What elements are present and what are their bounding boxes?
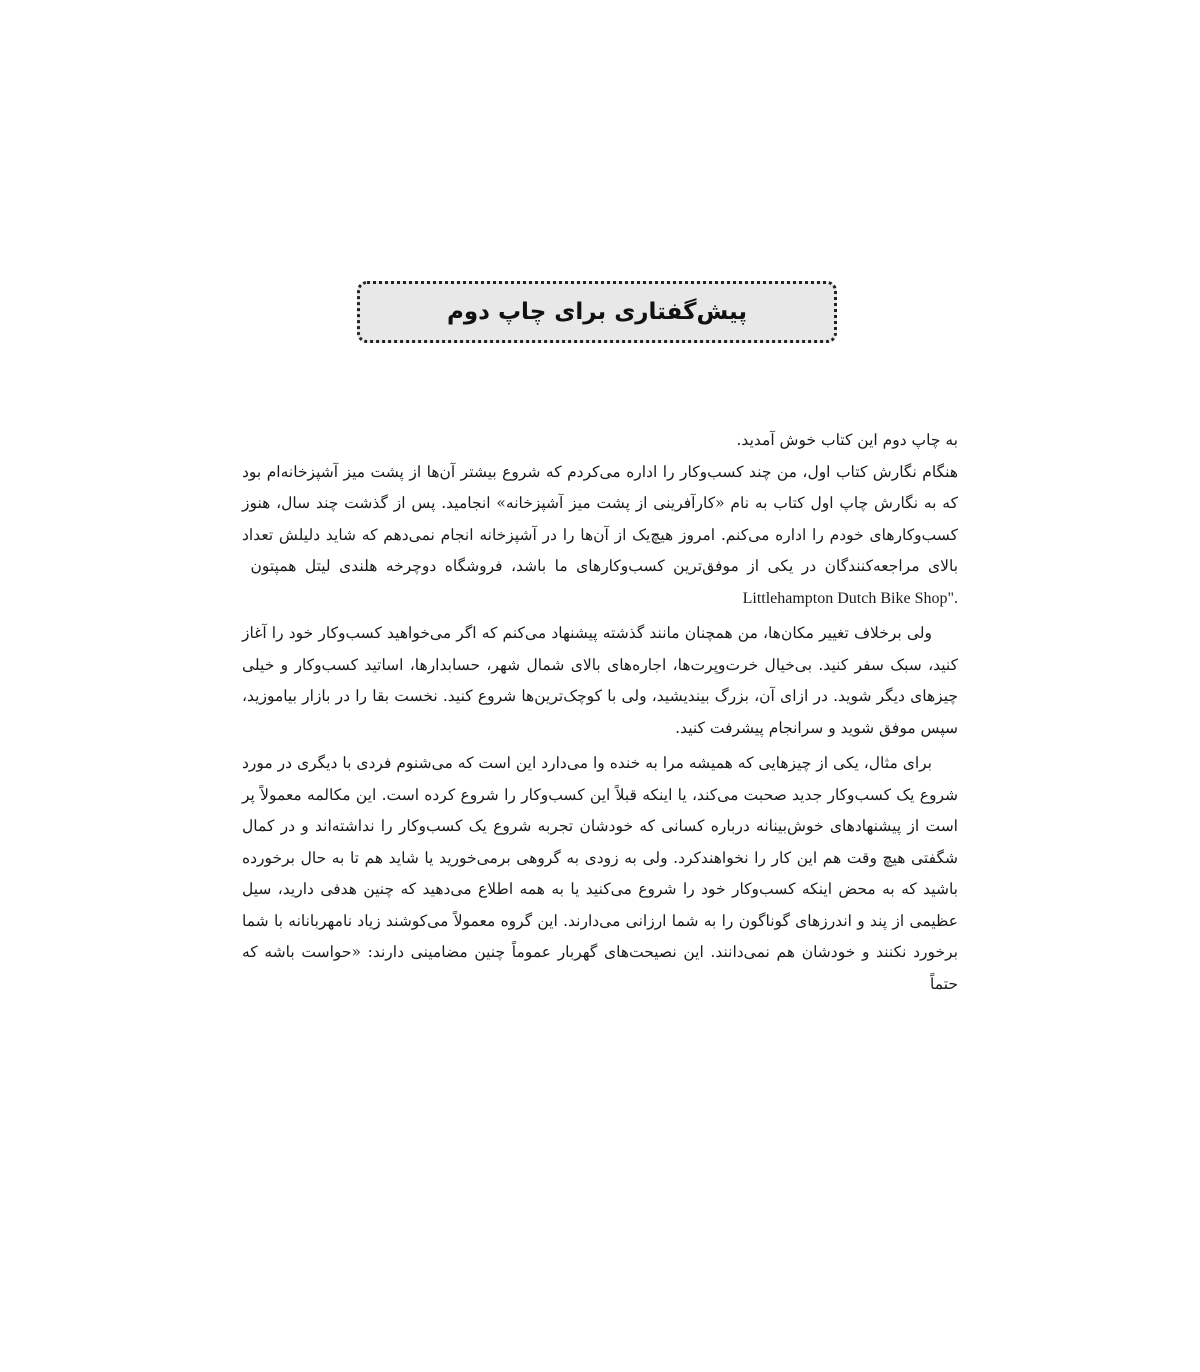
shop-name-text: Littlehampton Dutch Bike Shop [742, 589, 948, 607]
paragraph-history-text: هنگام نگارش کتاب اول، من چند کسب‌وکار را اداره می‌کردم که شروع بیشتر آن‌ها از پشت میز آشپزخانه‌ام بود که به نگارش چاپ اول کتاب به نام «کارآفرینی از پشت میز آشپزخانه» انجامید. پس از گذشت چند سال، هنوز کسب‌وکارهای خودم را اداره می‌کنم. امروز هیچ‌یک از آن‌ها را در آشپزخانه انجام نمی‌دهم که شاید دلیلش تعداد بالای مراجعه‌کنندگان در یکی از موفق‌ترین کسب‌وکارهای ما باشد، فروشگاه دوچرخه هلندی لیتل همپتون [242, 462, 959, 575]
paragraph-advice: ولی برخلاف تغییر مکان‌ها، من همچنان مانند گذشته پیشنهاد می‌کنم که اگر می‌خواهید کسب‌وکار خود را آغاز کنید، سبک سفر کنید. بی‌خیال خرت‌وپرت‌ها، اجاره‌های بالای شمال شهر، حسابدارها، اساتید کسب‌وکار و خیلی چیزهای دیگر شوید. در ازای آن، بزرگ بیندیشید، ولی با کوچک‌ترین‌ها شروع کنید. نخست بقا را در بازار بیاموزید، سپس موفق شوید و سرانجام پیشرفت کنید. [242, 624, 958, 737]
paragraph-history [242, 457, 958, 615]
body-text [242, 425, 958, 1000]
paragraph-welcome: به چاپ دوم این کتاب خوش آمدید. [736, 431, 958, 449]
chapter-title: پیش‌گفتاری برای چاپ دوم [446, 299, 748, 325]
chapter-title-box [357, 281, 837, 343]
shop-name-suffix: ". [947, 589, 958, 607]
shop-name [743, 590, 958, 607]
paragraph-example: برای مثال، یکی از چیزهایی که همیشه مرا به خنده وا می‌دارد این است که می‌شنوم فردی با دیگری در مورد شروع یک کسب‌وکار جدید صحبت می‌کند، یا اینکه قبلاً این کسب‌وکار را شروع کرده است. این مکالمه معمولاً پر است از پیشنهادهای خوش‌بینانه درباره کسانی که خودشان تجربه شروع یک کسب‌وکار را نداشته‌اند و در کمال شگفتی هیچ وقت هم این کار را نخواهندکرد. ولی به زودی به گروهی برمی‌خورید یا شاید هم تا به حال برخورده باشید که به محض اینکه کسب‌وکار خود را شروع می‌کنید یا به همه اطلاع می‌دهید که چنین هدفی دارید، سیل عظیمی از پند و اندرزهای گوناگون را به شما ارزانی می‌دارند. این گروه معمولاً می‌کوشند زیاد نامهربانانه با شما برخورد نکنند و خودشان هم نمی‌دانند. این نصیحت‌های گهربار عموماً چنین مضامینی دارند: «حواست باشه که حتماً [242, 754, 958, 993]
